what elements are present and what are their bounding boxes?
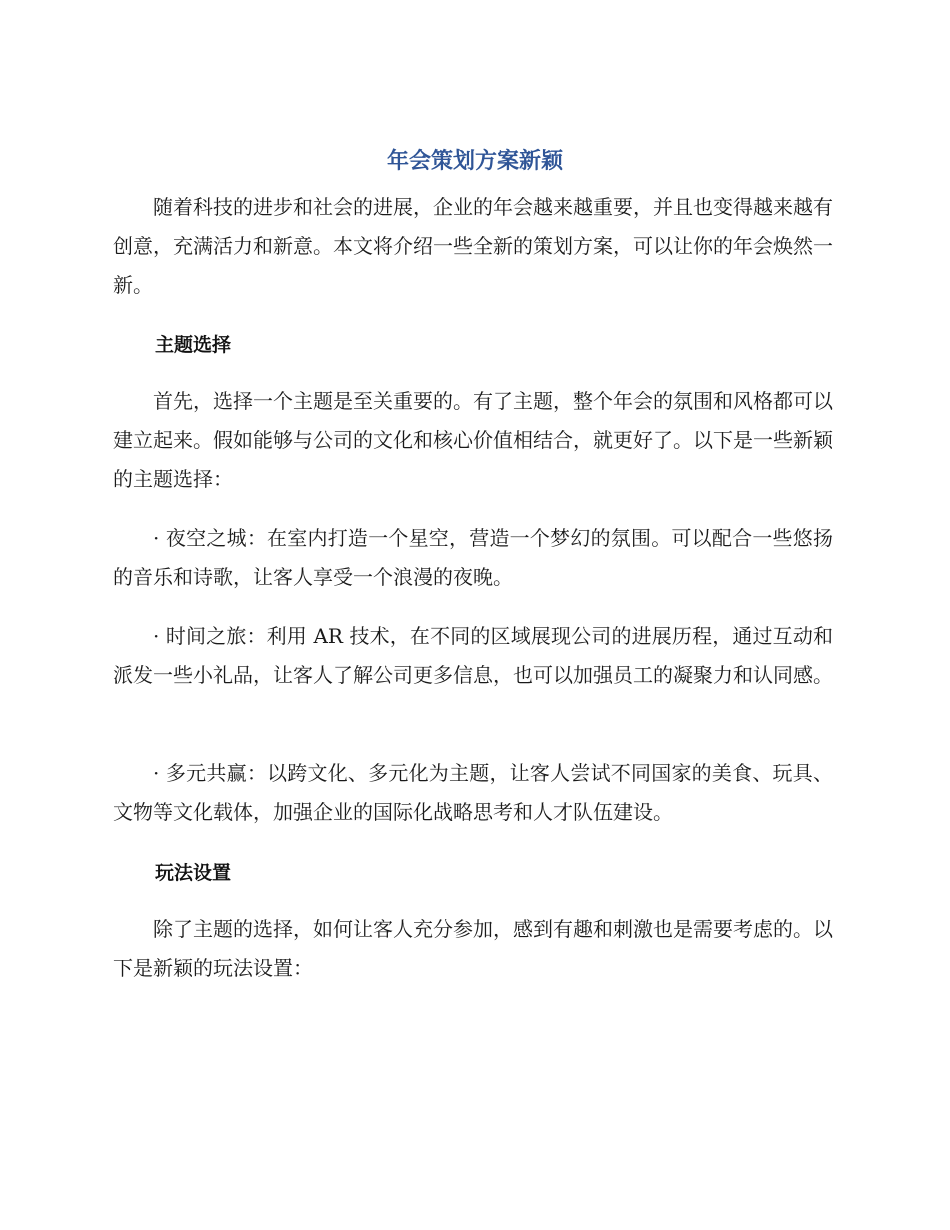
- bullet-item-multicultural: · 多元共赢：以跨文化、多元化为主题，让客人尝试不同国家的美食、玩具、文物等文化载体，加强企业的国际化战略思考和人才队伍建设。: [113, 761, 833, 824]
- bullet-item-time-travel: · 时间之旅：利用 AR 技术，在不同的区域展现公司的进展历程，通过互动和派发一些小礼品，让客人了解公司更多信息，也可以加强员工的凝聚力和认同感。: [113, 624, 833, 687]
- document-title: 年会策划方案新颖: [386, 149, 563, 174]
- gameplay-paragraph: 除了主题的选择，如何让客人充分参加，感到有趣和刺激也是需要考虑的。以下是新颖的玩法设置：: [113, 917, 833, 980]
- intro-paragraph: 随着科技的进步和社会的进展，企业的年会越来越重要，并且也变得越来越有创意，充满活力和新意。本文将介绍一些全新的策划方案，可以让你的年会焕然一新。: [113, 195, 833, 297]
- section-heading-gameplay: 玩法设置: [155, 862, 232, 884]
- section-heading-theme: 主题选择: [155, 334, 232, 356]
- theme-paragraph: 首先，选择一个主题是至关重要的。有了主题，整个年会的氛围和风格都可以建立起来。假如能够与公司的文化和核心价值相结合，就更好了。以下是一些新颖的主题选择：: [113, 389, 833, 491]
- bullet-item-night-sky: · 夜空之城：在室内打造一个星空，营造一个梦幻的氛围。可以配合一些悠扬的音乐和诗歌，让客人享受一个浪漫的夜晚。: [113, 526, 833, 589]
